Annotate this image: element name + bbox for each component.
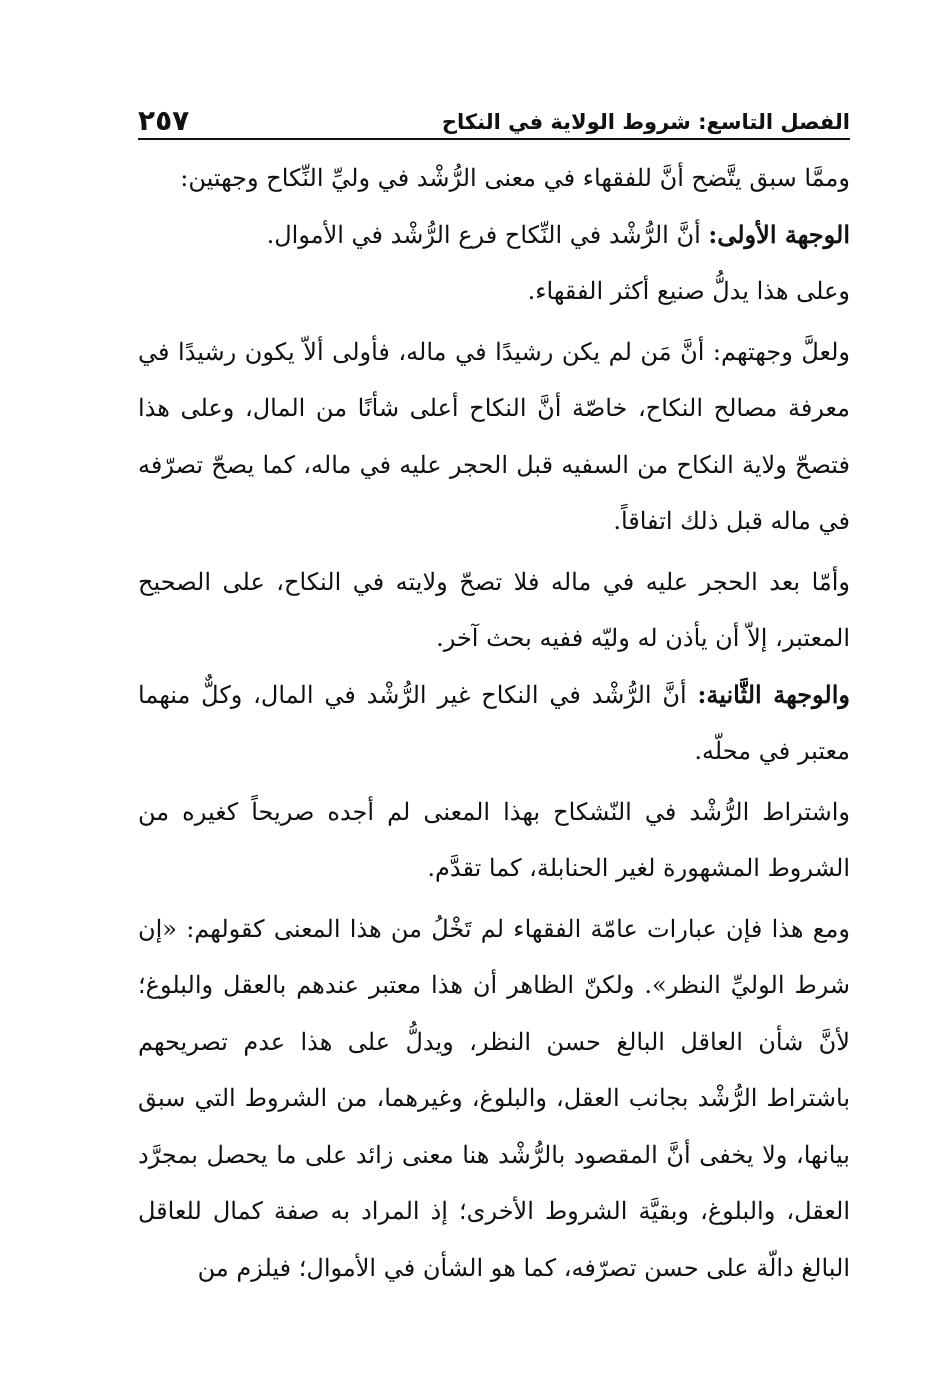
book-page bbox=[138, 100, 850, 1296]
paragraph-text: وأمّا بعد الحجر عليه في ماله فلا تصحّ ولايته في النكاح، على الصحيح المعتبر، إلاّ أن يأذن له وليّه ففيه بحث آخر. bbox=[138, 567, 850, 652]
paragraph-text: ومع هذا فإن عبارات عامّة الفقهاء لم تَخْلُ من هذا المعنى كقولهم: «إن شرط الوليِّ النظر». ولكنّ الظاهر أن هذا معتبر عندهم بالعقل والبلوغ؛ لأنَّ شأن العاقل البالغ حسن النظر، ويدلُّ على هذا عدم تصريحهم باشتراط الرُّشْد بجانب العقل، والبلوغ، وغيرهما، من الشروط التي سبق بيانها، ولا يخفى أنَّ المقصود بالرُّشْد هنا معنى زائد على ما يحصل بمجرَّد العقل، والبلوغ، وبقيَّة الشروط الأخرى؛ إذ المراد به صفة كمال للعاقل البالغ دالّة على حسن تصرّفه، كما هو الشأن في الأموال؛ فيلزم من bbox=[138, 914, 850, 1282]
paragraph-reasoning bbox=[138, 324, 850, 550]
paragraph-text: أنَّ الرُّشْد في النِّكاح فرع الرُّشْد في الأموال. bbox=[266, 220, 709, 249]
paragraph-intro bbox=[138, 150, 850, 207]
body-text bbox=[138, 150, 850, 1296]
paragraph-jurists-expressions bbox=[138, 901, 850, 1297]
paragraph-lead: الوجهة الأولى: bbox=[708, 219, 850, 249]
paragraph-text: ولعلَّ وجهتهم: أنَّ مَن لم يكن رشيدًا في ماله، فأولى ألاّ يكون رشيدًا في معرفة مصالح النكاح، خاصّة أنَّ النكاح أعلى شأنًا من المال، وعلى هذا فتصحّ ولاية النكاح من السفيه قبل الحجر عليه في ماله، كما يصحّ تصرّفه في ماله قبل ذلك اتفاقاً. bbox=[138, 337, 850, 535]
paragraph-text: وممَّا سبق يتَّضح أنَّ للفقهاء في معنى الرُّشْد في وليِّ النِّكاح وجهتين: bbox=[180, 164, 850, 192]
paragraph-majority bbox=[138, 263, 850, 320]
running-header bbox=[138, 100, 850, 140]
paragraph-second-view bbox=[138, 667, 850, 780]
paragraph-text: أنَّ الرُّشْد في النكاح غير الرُّشْد في المال، وكلٌّ منهما معتبر في محلّه. bbox=[138, 680, 850, 765]
paragraph-text: وعلى هذا يدلُّ صنيع أكثر الفقهاء. bbox=[527, 277, 850, 305]
paragraph-first-view bbox=[138, 207, 850, 264]
paragraph-text: واشتراط الرُّشْد في النّشكاح بهذا المعنى لم أجده صريحاً كغيره من الشروط المشهورة لغير الحنابلة، كما تقدَّم. bbox=[138, 797, 850, 882]
paragraph-requirement bbox=[138, 784, 850, 897]
chapter-title: الفصل التاسع: شروط الولاية في النكاح bbox=[441, 110, 850, 134]
page-number: ٢٥٧ bbox=[138, 104, 190, 137]
paragraph-lead: والوجهة الثَّانية: bbox=[697, 679, 850, 709]
paragraph-after-interdiction bbox=[138, 554, 850, 667]
